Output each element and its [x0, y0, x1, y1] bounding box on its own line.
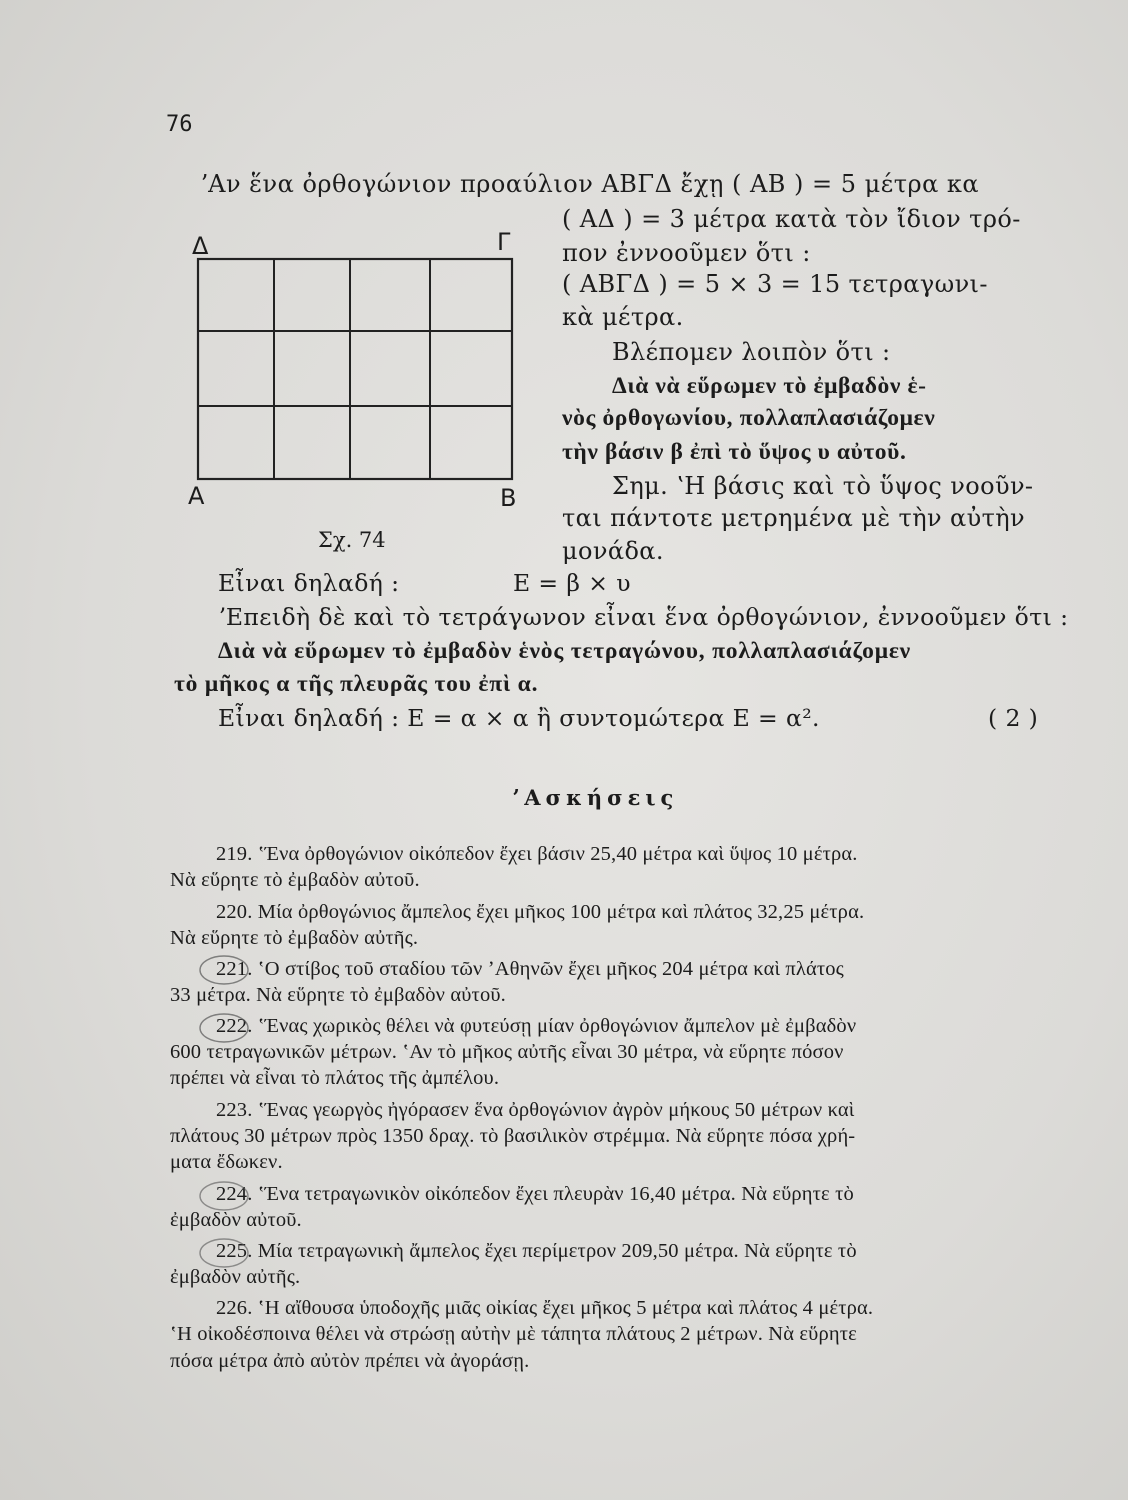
exercise-line: 600 τετραγωνικῶν μέτρων. ʽΑν τὸ μῆκος αὐτῆς εἶναι 30 μέτρα, νὰ εὕρητε πόσον — [170, 1041, 844, 1063]
formula-square: Εἶναι δηλαδή : Ε = α × α ἢ συντομώτερα Ε = α². — [218, 704, 820, 732]
formula-lead: Εἶναι δηλαδή : — [218, 569, 400, 597]
rectangle-grid-figure — [196, 257, 516, 483]
grid-outline — [198, 259, 512, 479]
pencil-circle-mark — [196, 1233, 256, 1273]
conclusion-line: Βλέπομεν λοιπὸν ὅτι : — [612, 338, 891, 366]
pencil-circle-mark — [196, 1008, 256, 1048]
rule-rectangle-line: τὴν βάσιν β ἐπὶ τὸ ὕψος υ αὐτοῦ. — [562, 439, 907, 465]
exercise-line: πλάτους 30 μέτρων πρὸς 1350 δραχ. τὸ βασιλικὸν στρέμμα. Νὰ εὕρητε πόσα χρή- — [170, 1125, 856, 1147]
square-intro: ʼΕπειδὴ δὲ καὶ τὸ τετράγωνον εἶναι ἕνα ὀρθογώνιον, ἐννοοῦμεν ὅτι : — [218, 603, 1069, 631]
rule-square-line: Διὰ νὰ εὕρωμεν τὸ ἐμβαδὸν ἑνὸς τετραγώνου, πολλαπλασιάζομεν — [218, 638, 911, 664]
right-line: κὰ μέτρα. — [562, 303, 684, 331]
exercise-line: πόσα μέτρα ἀπὸ αὐτὸν πρέπει νὰ ἀγοράσῃ. — [170, 1350, 530, 1372]
exercise-line: 222. ʽΈνας χωρικὸς θέλει νὰ φυτεύσῃ μίαν ὀρθογώνιον ἄμπελον μὲ ἐμβαδὸν — [216, 1015, 857, 1037]
exercise-line: ʽΗ οἰκοδέσποινα θέλει νὰ στρώσῃ αὐτὴν μὲ τάπητα πλάτους 2 μέτρων. Νὰ εὕρητε — [170, 1323, 857, 1345]
exercise-line: ἐμβαδὸν αὐτῆς. — [170, 1266, 301, 1288]
exercise-line: 220. Μία ὀρθογώνιος ἄμπελος ἔχει μῆκος 100 μέτρα καὶ πλάτος 32,25 μέτρα. — [216, 901, 865, 923]
figure-caption: Σχ. 74 — [318, 528, 386, 552]
rule-rectangle-line: Διὰ νὰ εὕρωμεν τὸ ἐμβαδὸν ἑ- — [612, 373, 927, 399]
exercise-line: Νὰ εὕρητε τὸ ἐμβαδὸν αὐτοῦ. — [170, 869, 420, 891]
vertex-label-alpha: Α — [188, 482, 205, 510]
exercise-line: 33 μέτρα. Νὰ εὕρητε τὸ ἐμβαδὸν αὐτοῦ. — [170, 984, 506, 1006]
right-line: πον ἐννοοῦμεν ὅτι : — [562, 239, 811, 267]
exercise-line: 226. ʽΗ αἴθουσα ὑποδοχῆς μιᾶς οἰκίας ἔχει μῆκος 5 μέτρα καὶ πλάτος 4 μέτρα. — [216, 1297, 874, 1319]
page-number: 76 — [166, 112, 193, 137]
intro-line: ʼΑν ἕνα ὀρθογώνιον προαύλιον ΑΒΓΔ ἔχῃ ( ΑΒ ) = 5 μέτρα κα — [200, 170, 980, 198]
vertex-label-gamma: Γ — [497, 228, 511, 256]
equation-number: ( 2 ) — [988, 704, 1039, 732]
exercise-line: Νὰ εὕρητε τὸ ἐμβαδὸν αὐτῆς. — [170, 927, 419, 949]
formula-rectangle: Ε = β × υ — [513, 569, 631, 597]
exercise-line: 221. ʽΟ στίβος τοῦ σταδίου τῶν ʼΑθηνῶν ἔχει μῆκος 204 μέτρα καὶ πλάτος — [216, 958, 844, 980]
right-line: ( ΑΒΓΔ ) = 5 × 3 = 15 τετραγωνι- — [562, 270, 988, 298]
pencil-circle-mark — [196, 1176, 256, 1216]
exercise-line: 223. ʽΈνας γεωργὸς ἠγόρασεν ἕνα ὀρθογώνιον ἀγρὸν μήκους 50 μέτρων καὶ — [216, 1099, 855, 1121]
exercises-title: ʼΑσκήσεις — [512, 785, 679, 810]
vertex-label-delta: Δ — [192, 232, 209, 260]
exercise-line: ἐμβαδὸν αὐτοῦ. — [170, 1209, 302, 1231]
exercise-line: 224. ʽΈνα τετραγωνικὸν οἰκόπεδον ἔχει πλευρὰν 16,40 μέτρα. Νὰ εὕρητε τὸ — [216, 1183, 854, 1205]
vertex-label-beta: Β — [500, 484, 517, 512]
exercise-line: ματα ἔδωκεν. — [170, 1151, 283, 1173]
rule-square-line: τὸ μῆκος α τῆς πλευρᾶς του ἐπὶ α. — [174, 671, 539, 697]
right-line: ( ΑΔ ) = 3 μέτρα κατὰ τὸν ἴδιον τρό- — [562, 205, 1021, 233]
rule-rectangle-line: νὸς ὀρθογωνίου, πολλαπλασιάζομεν — [562, 405, 936, 431]
exercise-line: 225. Μία τετραγωνικὴ ἄμπελος ἔχει περίμετρον 209,50 μέτρα. Νὰ εὕρητε τὸ — [216, 1240, 857, 1262]
note-line: ται πάντοτε μετρημένα μὲ τὴν αὐτὴν — [562, 504, 1026, 532]
exercise-line: πρέπει νὰ εἶναι τὸ πλάτος τῆς ἀμπέλου. — [170, 1067, 500, 1089]
pencil-circle-mark — [196, 950, 256, 990]
note-line: Σημ. ʽΗ βάσις καὶ τὸ ὕψος νοοῦν- — [612, 472, 1034, 500]
exercise-line: 219. ʽΈνα ὀρθογώνιον οἰκόπεδον ἔχει βάσιν 25,40 μέτρα καὶ ὕψος 10 μέτρα. — [216, 843, 858, 865]
note-line: μονάδα. — [562, 537, 664, 565]
